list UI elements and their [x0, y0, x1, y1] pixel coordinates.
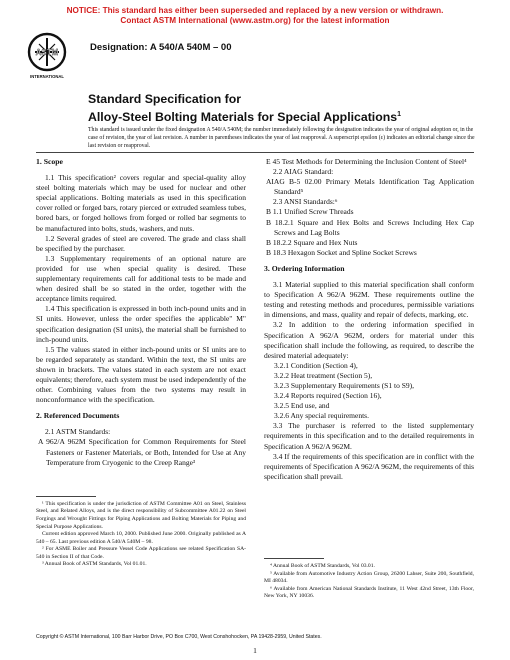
footnote-3: ³ Annual Book of ASTM Standards, Vol 01.01. — [42, 561, 147, 568]
notice-line-2: Contact ASTM International (www.astm.org) for the latest information — [120, 16, 390, 25]
para-3-2-6: 3.2.6 Any special requirements. — [274, 411, 369, 421]
notice-line-1: NOTICE: This standard has either been superseded and replaced by a new version or withdrawn. — [66, 6, 444, 15]
para-3-2: 3.2 In addition to the ordering information specified in Specification A 962/A 962M, orders for material under this specification shall include the following, as required, to describe the desired material adequately: — [264, 320, 474, 360]
ref-a962: A 962/A 962M Specification for Common Requirements for Steel Fasteners or Fastener Materials, or Both, Intended for Use at Any Temperature from Cryogenic to the Creep Range³ — [38, 437, 246, 467]
withdrawn-notice — [0, 6, 510, 26]
footnote-divider-right — [264, 558, 324, 559]
document-title — [88, 92, 488, 125]
right-column — [264, 157, 474, 601]
logo-text: ASTM — [35, 48, 59, 57]
para-3-1: 3.1 Material supplied to this material specification shall conform to Specification A 962/A 962M. These requirements outline the testing and retesting methods and procedures, permissible variations in dimensions, and mass, quality and repair of defects, marking, etc. — [264, 280, 474, 320]
ref-b18-3: B 18.3 Hexagon Socket and Spline Socket Screws — [266, 247, 417, 257]
left-column — [36, 157, 246, 569]
para-3-2-5: 3.2.5 End use, and — [274, 401, 330, 411]
para-2-3: 2.3 ANSI Standards:⁶ — [273, 197, 338, 207]
section-2-heading: 2. Referenced Documents — [36, 411, 120, 421]
para-1-2: 1.2 Several grades of steel are covered. The grade and class shall be specified by the purchaser. — [36, 233, 246, 253]
para-3-2-3: 3.2.3 Supplementary Requirements (S1 to S9), — [274, 380, 414, 390]
para-1-1: 1.1 This specification² covers regular and special-quality alloy steel bolting materials which may be used for nuclear and other special applications. Bolting materials as used in this specification cover rolled or forged bars, rotary pierced or extruded seamless tubes, bored bars, or forged hollows from forged or rolled bar segments to be manufactured into bolts, studs, washers, and nuts. — [36, 173, 246, 233]
para-3-2-2: 3.2.2 Heat treatment (Section 5), — [274, 370, 373, 380]
title-footnote-ref: 1 — [397, 111, 401, 118]
section-1-heading: 1. Scope — [36, 157, 63, 166]
para-3-2-4: 3.2.4 Reports required (Section 16), — [274, 391, 382, 401]
para-3-4: 3.4 If the requirements of this specification are in conflict with the requirements of Specification A 962/A 962M, the requirements of this specification shall prevail. — [264, 451, 474, 481]
copyright-line: Copyright © ASTM International, 100 Barr Harbor Drive, PO Box C700, West Conshohocken, PA 19428-2959, United States. — [36, 634, 322, 640]
section-3-heading: 3. Ordering Information — [264, 263, 345, 273]
issuance-note: This standard is issued under the fixed designation A 540/A 540M; the number immediately following the designation indicates the year of original adoption or, in the case of revision, the year of last revision. A number in parentheses indicates the year of last reapproval. A superscript epsilon (ε) indicates an editorial change since the last revision or reapproval. — [88, 127, 475, 150]
footnote-6: ⁶ Available from American National Standards Institute, 11 West 42nd Street, 13th Floor, New York, NY 10036. — [264, 585, 474, 600]
para-2-2: 2.2 AIAG Standard: — [273, 167, 334, 177]
logo-subtext: INTERNATIONAL — [30, 74, 64, 79]
para-3-2-1: 3.2.1 Condition (Section 4), — [274, 360, 358, 370]
footnote-4: ⁴ Annual Book of ASTM Standards, Vol 03.01. — [270, 562, 375, 569]
ref-b18-2-2: B 18.2.2 Square and Hex Nuts — [266, 237, 358, 247]
page-number: 1 — [253, 646, 257, 655]
designation: Designation: A 540/A 540M – 00 — [90, 42, 232, 53]
ref-aiag: AIAG B-5 02.00 Primary Metals Identification Tag Application Standard⁵ — [266, 177, 474, 197]
para-1-4: 1.4 This specification is expressed in both inch-pound units and in SI units. However, unless the order specifies the applicable" M" specification designation (SI units), the material shall be furnished to inch-pound units. — [36, 304, 246, 344]
ref-b1-1: B 1.1 Unified Screw Threads — [266, 207, 354, 217]
ref-b18-2-1: B 18.2.1 Square and Hex Bolts and Screws Including Hex Cap Screws and Lag Bolts — [266, 217, 474, 237]
para-2-1: 2.1 ASTM Standards: — [45, 427, 111, 437]
footnote-5: ⁵ Available from Automotive Industry Action Group, 26200 Lahser, Suite 200, Southfield, MI 48034. — [264, 570, 474, 585]
title-line-1: Standard Specification for — [88, 92, 242, 106]
title-line-2: Alloy-Steel Bolting Materials for Special Applications — [88, 110, 398, 125]
para-1-3: 1.3 Supplementary requirements of an optional nature are provided for use when special quality is desired. These supplementary requirements call for additional tests to be made and when desired shall be so stated in the order, together with the acceptance limits required. — [36, 253, 246, 304]
footnote-1b: Current edition approved March 10, 2000. Published June 2000. Originally published as A 540 – 65. Last previous edition A 540/A 540M – 98. — [36, 531, 246, 545]
para-3-3: 3.3 The purchaser is referred to the listed supplementary requirements in this specification and to the detailed requirements in Specification A 962/A 962M. — [264, 421, 474, 451]
footnote-divider — [36, 496, 96, 497]
right-footnotes — [264, 563, 474, 601]
left-footnotes — [36, 501, 246, 569]
para-1-5: 1.5 The values stated in either inch-pound units or SI units are to be regarded separately as standard. Within the text, the SI units are shown in brackets. The values stated in each system are not exact equivalents; therefore, each system must be used independently of the other. Combining values from the two systems may result in nonconformance with the specification. — [36, 344, 246, 405]
ref-e45: E 45 Test Methods for Determining the Inclusion Content of Steel⁴ — [266, 157, 467, 166]
footnote-1: ¹ This specification is under the jurisdiction of ASTM Committee A01 on Steel, Stainless Steel, and Related Alloys, and is the direct responsibility of Subcommittee A01.22 on Steel Forgings and Wrought Fittings for Piping Applications and Bolting Materials for Piping and Special Purpose Applications. — [36, 500, 246, 530]
header-divider — [36, 152, 474, 153]
astm-logo-icon — [27, 32, 67, 82]
footnote-2: ² For ASME Boiler and Pressure Vessel Code Applications see related Specification SA-540 in Section II of that Code. — [36, 546, 246, 560]
